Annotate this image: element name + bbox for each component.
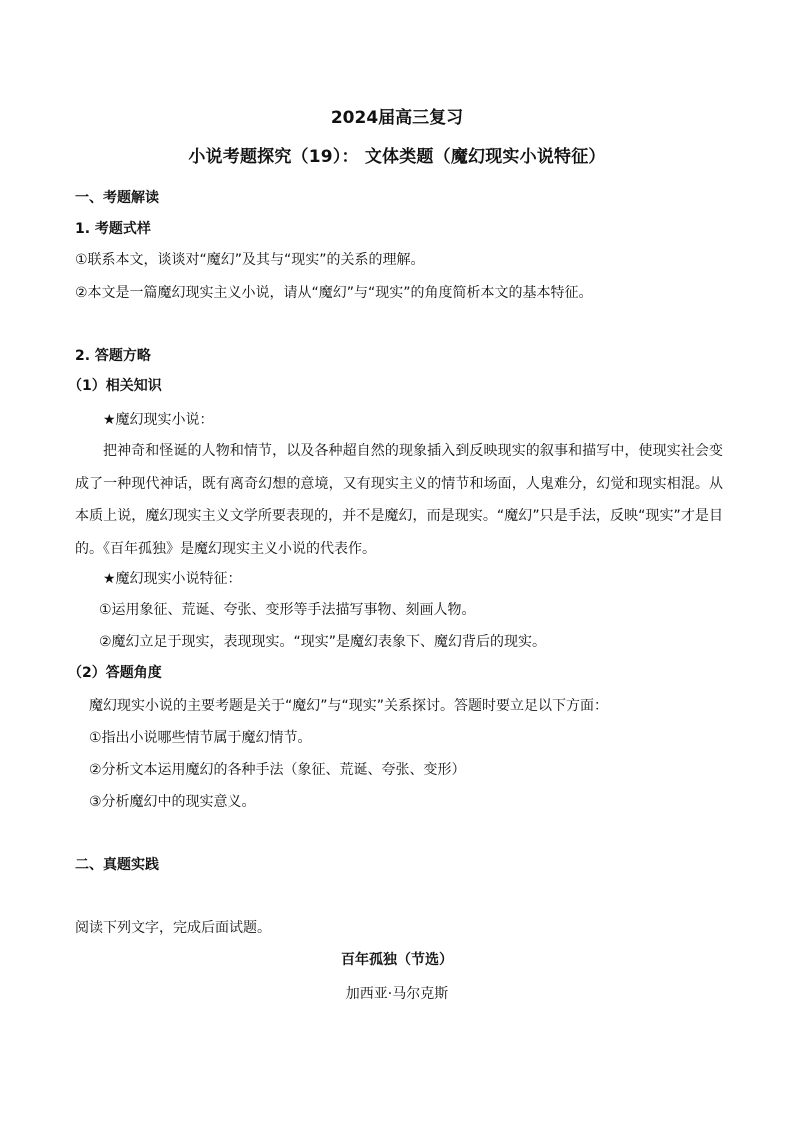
answer-angle-item-1: ①指出小说哪些情节属于魔幻情节。 bbox=[89, 730, 312, 746]
work-title: 百年孤独（节选） bbox=[341, 952, 453, 968]
reading-instruction: 阅读下列文字，完成后面试题。 bbox=[75, 920, 271, 936]
section-heading-1: 一、考题解读 bbox=[75, 190, 159, 206]
subsection-heading-strategy: 2. 答题方略 bbox=[75, 348, 151, 364]
document-subtitle: 小说考题探究（19）： 文体类题（魔幻现实小说特征） bbox=[188, 147, 606, 167]
question-example-1: ①联系本文，谈谈对“魔幻”及其与“现实”的关系的理解。 bbox=[75, 252, 425, 268]
section-heading-2: 二、真题实践 bbox=[75, 857, 159, 873]
question-example-2: ②本文是一篇魔幻现实主义小说，请从“魔幻”与“现实”的角度简析本文的基本特征。 bbox=[75, 285, 593, 301]
work-author: 加西亚·马尔克斯 bbox=[345, 986, 449, 1002]
answer-angle-item-2: ②分析文本运用魔幻的各种手法（象征、荒诞、夸张、变形） bbox=[89, 762, 466, 778]
subsection-heading-question-types: 1. 考题式样 bbox=[75, 221, 151, 237]
feature-item-1: ①运用象征、荒诞、夸张、变形等手法描写事物、刻画人物。 bbox=[99, 602, 476, 618]
part-heading-knowledge: （1）相关知识 bbox=[68, 378, 162, 394]
answer-angle-intro: 魔幻现实小说的主要考题是关于“魔幻”与“现实”关系探讨。答题时要立足以下方面： bbox=[89, 698, 609, 714]
part-heading-answer-angle: （2）答题角度 bbox=[68, 665, 162, 681]
star-heading-features: ★魔幻现实小说特征： bbox=[103, 571, 242, 587]
document-title: 2024届高三复习 bbox=[330, 108, 464, 128]
definition-paragraph: 把神奇和怪诞的人物和情节，以及各种超自然的现象插入到反映现实的叙事和描写中，使现实社会变成了一种现代神话，既有离奇幻想的意境，又有现实主义的情节和场面，人鬼难分，幻觉和现实相混。从本质上说，魔幻现实主义文学所要表现的，并不是魔幻，而是现实。“魔幻”只是手法，反映“现实”才是目的。《百年孤独》是魔幻现实主义小说的代表作。 bbox=[75, 443, 723, 557]
feature-item-2: ②魔幻立足于现实，表现现实。“现实”是魔幻表象下、魔幻背后的现实。 bbox=[99, 634, 547, 650]
star-heading-magic-realism: ★魔幻现实小说： bbox=[103, 412, 214, 428]
answer-angle-item-3: ③分析魔幻中的现实意义。 bbox=[89, 794, 256, 810]
